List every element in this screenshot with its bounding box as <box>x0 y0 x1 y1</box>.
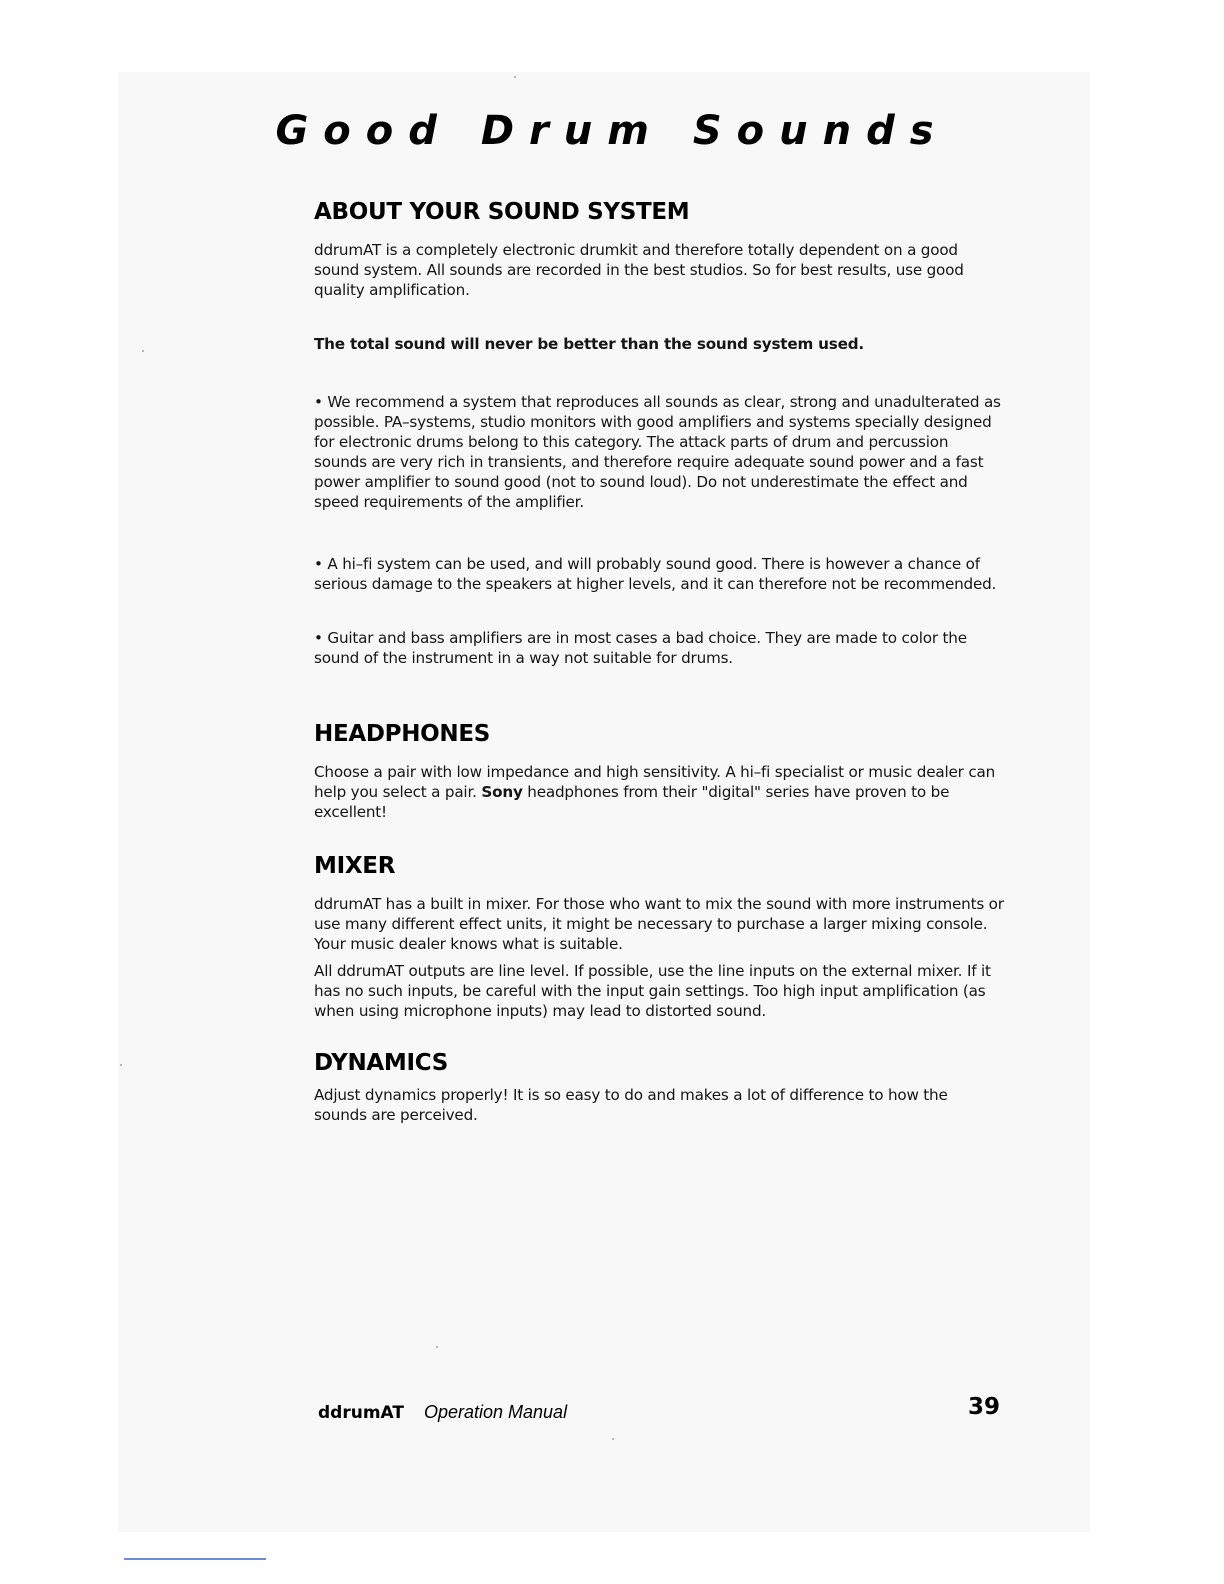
footer-manual-title: Operation Manual <box>423 1402 568 1422</box>
bullet-pa-systems: • We recommend a system that reproduces all sounds as clear, strong and unadulterated as possible. PA–systems, studio monitors with good amplifiers and systems specially designed for electronic drums belong to this category. The attack parts of drum and percussion sounds are very rich in transients, and therefore require adequate sound power and a fast power amplifier to sound good (not to sound loud). Do not underestimate the effect and speed requirements of the amplifier. <box>314 393 1001 511</box>
mixer-paragraph-2: All ddrumAT outputs are line level. If possible, use the line inputs on the external mixer. If it has no such inputs, be careful with the input gain settings. Too high input amplification (as when using microphone inputs) may lead to distorted sound. <box>314 962 991 1020</box>
section-sound-system <box>314 196 1004 668</box>
page-content <box>314 196 1004 1125</box>
scan-speck <box>436 1346 438 1348</box>
page-title: Good Drum Sounds <box>275 108 949 154</box>
scan-speck <box>142 350 144 352</box>
edge-mark <box>124 1558 266 1560</box>
section-heading-mixer: MIXER <box>314 853 396 879</box>
mixer-paragraph-1: ddrumAT has a built in mixer. For those who want to mix the sound with more instruments or use many different effect units, it might be necessary to purchase a larger mixing console. Your music dealer knows what is suitable. <box>314 895 1004 953</box>
section-heading-dynamics: DYNAMICS <box>314 1050 449 1076</box>
dynamics-text: Adjust dynamics properly! It is so easy to do and makes a lot of difference to how the sounds are perceived. <box>314 1086 948 1124</box>
bullet-hifi: • A hi–fi system can be used, and will probably sound good. There is however a chance of serious damage to the speakers at higher levels, and it can therefore not be recommended. <box>314 555 997 593</box>
headphones-text-a: Choose a pair with low impedance and high sensitivity. A hi–fi specialist or music dealer can help you select a pair. <box>314 763 996 801</box>
bullet-guitar-amps: • Guitar and bass amplifiers are in most cases a bad choice. They are made to color the sound of the instrument in a way not suitable for drums. <box>314 629 967 667</box>
headphones-brand: Sony <box>481 783 523 801</box>
footer <box>318 1402 567 1423</box>
sound-system-emphasis: The total sound will never be better than the sound system used. <box>314 335 864 353</box>
section-heading-sound-system: ABOUT YOUR SOUND SYSTEM <box>314 199 690 225</box>
section-heading-headphones: HEADPHONES <box>314 721 491 747</box>
page-number: 39 <box>968 1394 1001 1420</box>
section-headphones <box>314 718 1004 822</box>
headphones-text-b: headphones from their "digital" series have proven to be excellent! <box>314 783 950 821</box>
scan-speck <box>120 1064 122 1066</box>
scan-speck <box>514 76 516 78</box>
scan-speck <box>612 1438 614 1440</box>
headphones-text <box>314 762 1004 822</box>
section-mixer <box>314 850 1004 1021</box>
section-dynamics <box>314 1047 1004 1125</box>
footer-brand: ddrumAT <box>318 1403 404 1423</box>
sound-system-intro: ddrumAT is a completely electronic drumkit and therefore totally dependent on a good sound system. All sounds are recorded in the best studios. So for best results, use good quality amplification. <box>314 241 964 299</box>
